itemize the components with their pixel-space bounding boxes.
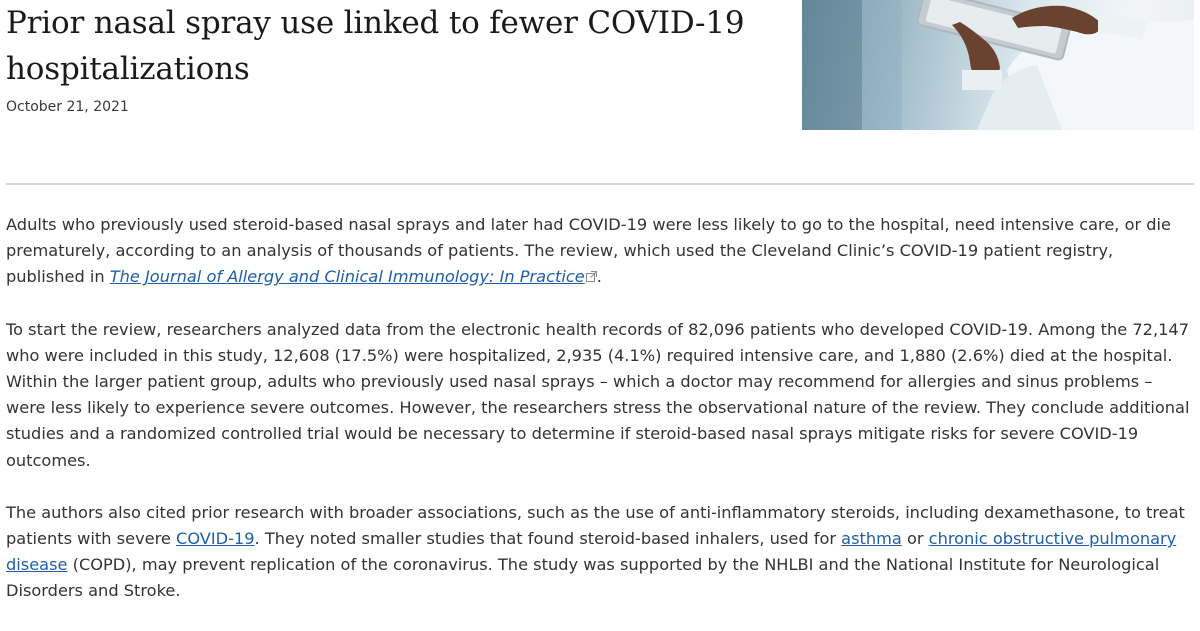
paragraph-1-period: .: [596, 267, 602, 287]
hero-illustration: [802, 0, 1194, 130]
paragraph-3-text-3: or: [901, 529, 929, 549]
paragraph-3-text-4: (COPD), may prevent replication of the coronavirus. The study was supported by the NHLBI and the National Institute for Neurological Disorders and Stroke.: [6, 555, 1160, 601]
paragraph-1-text: Adults who previously used steroid-based nasal sprays and later had COVID-19 were less likely to go to the hospital, need intensive care, or die prematurely, according to an analysis of thousands of patients. The review, which used the Cleveland Clinic’s COVID-19 patient registry, published in: [6, 215, 1172, 287]
article-date: October 21, 2021: [6, 99, 129, 115]
asthma-link[interactable]: asthma: [841, 529, 902, 549]
article-body: [6, 212, 1196, 631]
article-header: [0, 0, 1200, 140]
article-title: Prior nasal spray use linked to fewer COVID-19 hospitalizations: [6, 5, 745, 87]
header-divider: [6, 183, 1194, 185]
external-link-icon[interactable]: [586, 264, 597, 290]
paragraph-1: [6, 212, 1196, 291]
paragraph-3-text-2: . They noted smaller studies that found steroid-based inhalers, used for: [254, 529, 842, 549]
paragraph-3-text-1: The authors also cited prior research with broader associations, such as the use of anti-inflammatory steroids, including dexamethasone, to treat patients with severe: [6, 502, 1185, 549]
hero-image: [802, 0, 1194, 130]
paragraph-2: To start the review, researchers analyzed data from the electronic health records of 82,096 patients who developed COVID-19. Among the 72,147 who were included in this study, 12,608 (17.5%) were hospitalized, 2,935 (4.1%) required intensive care, and 1,880 (2.6%) died at the hospital. Within the larger patient group, adults who previously used nasal sprays – which a doctor may recommend for allergies and sinus problems – were less likely to experience severe outcomes. However, the researchers stress the observational nature of the review. They conclude additional studies and a randomized controlled trial would be necessary to determine if steroid-based nasal sprays mitigate risks for severe COVID-19 outcomes.: [6, 319, 1190, 470]
covid-19-link[interactable]: COVID-19: [176, 529, 255, 549]
paragraph-3: [6, 500, 1196, 605]
copd-link[interactable]: chronic obstructive pulmonary disease: [6, 529, 1177, 575]
journal-link[interactable]: The Journal of Allergy and Clinical Immunology: In Practice: [109, 267, 585, 287]
